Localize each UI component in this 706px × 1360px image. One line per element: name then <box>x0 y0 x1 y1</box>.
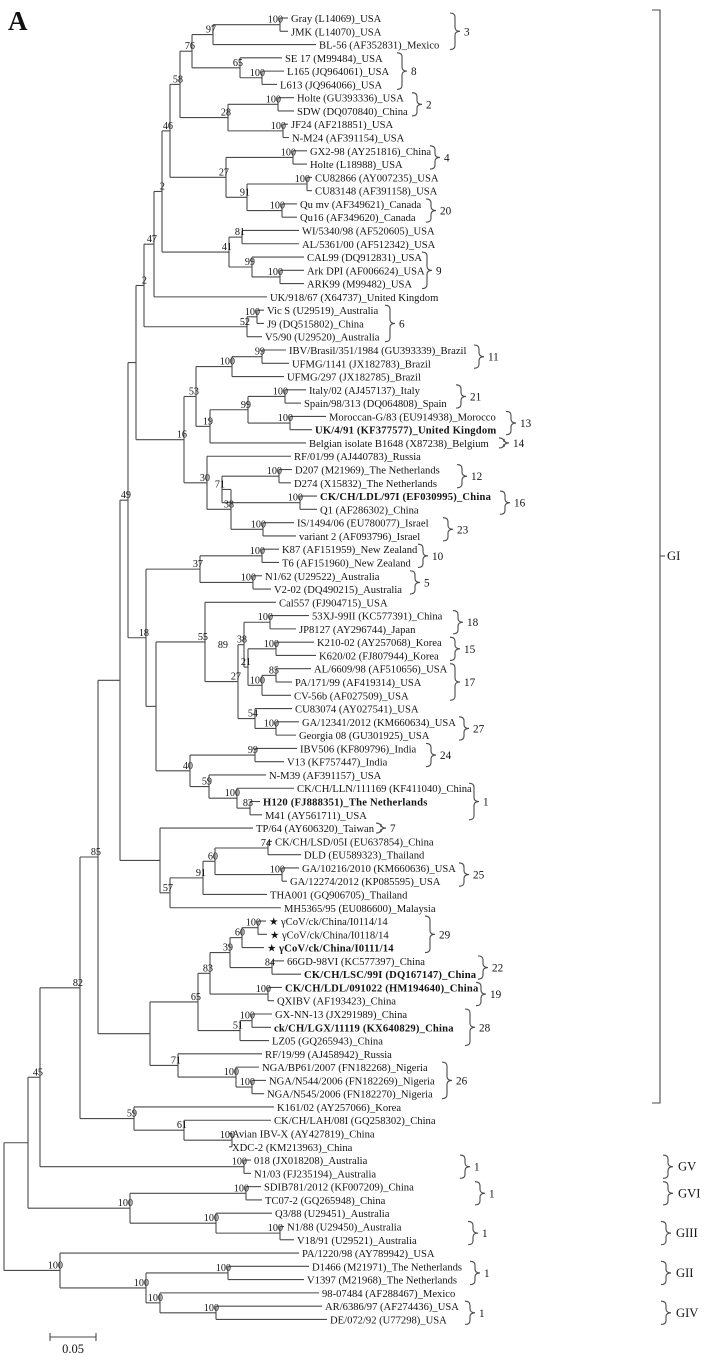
bootstrap-label: 100 <box>244 306 260 318</box>
bootstrap-label: 100 <box>263 718 279 730</box>
clade-brace <box>459 863 469 886</box>
clade-brace <box>425 916 435 953</box>
bootstrap-label: 60 <box>207 851 218 863</box>
bootstrap-label: 100 <box>219 1130 235 1142</box>
taxon-label: L613 (JQ964066)_USA <box>280 80 383 92</box>
clade-number: 18 <box>467 617 479 630</box>
clade-number: 1 <box>479 1307 485 1320</box>
bootstrap-label: 100 <box>267 1223 283 1235</box>
clade-number: 1 <box>474 1161 480 1174</box>
taxon-label: GX2-98 (AY251816)_China <box>310 146 432 158</box>
taxon-label: JP8127 (AY296744)_Japan <box>299 624 416 636</box>
bootstrap-label: 59 <box>201 776 212 788</box>
bootstrap-label: 100 <box>219 356 235 368</box>
bootstrap-label: 37 <box>192 559 203 571</box>
clade-brace <box>376 823 386 833</box>
bootstrap-label: 38 <box>236 634 247 646</box>
bootstrap-label: 45 <box>32 1067 43 1079</box>
bootstrap-label: 91 <box>195 867 206 879</box>
clade-brace <box>465 1301 475 1324</box>
bootstrap-label: 58 <box>172 74 183 86</box>
taxon-label: Belgian isolate B1648 (X87238)_Belgium <box>309 438 489 450</box>
bootstrap-label: 2 <box>159 181 165 193</box>
bootstrap-label: 16 <box>176 429 187 441</box>
taxon-label: M41 (AY561711)_USA <box>265 810 367 822</box>
taxon-label: CU83148 (AF391158)_USA <box>315 186 438 198</box>
taxon-label: 98-07484 (AF288467)_Mexico <box>322 1288 456 1300</box>
genogroup-brace <box>663 1182 673 1205</box>
bootstrap-label: 84 <box>264 957 275 969</box>
clade-brace <box>499 438 509 448</box>
genogroup-label: GIV <box>676 1305 699 1320</box>
bootstrap-label: 74 <box>260 838 271 849</box>
clade-number: 20 <box>440 205 452 218</box>
taxon-label: N1/62 (U29522)_Australia <box>265 571 380 583</box>
taxon-label: CK/CH/LLN/111169 (KF411040)_China <box>297 784 472 796</box>
bootstrap-label: 100 <box>250 519 266 531</box>
clade-brace <box>506 411 516 434</box>
clade-number: 12 <box>471 471 483 484</box>
taxon-label: 018 (JX018208)_Australia <box>254 1156 368 1168</box>
taxon-label: SE 17 (M99484)_USA <box>285 53 383 65</box>
bootstrap-label: 52 <box>239 316 250 328</box>
taxon-label: UK/4/91 (KF377577)_United Kingdom <box>315 425 497 437</box>
taxon-label: TP/64 (AY606320)_Taiwan <box>256 824 375 836</box>
clade-number: 3 <box>464 26 470 39</box>
genogroup-label: GI <box>667 549 681 563</box>
taxon-label: CK/CH/LSC/99I (DQ167147)_China <box>304 970 477 982</box>
bootstrap-label: 54 <box>247 708 258 720</box>
taxon-label: AR/6386/97 (AF274436)_USA <box>325 1302 459 1314</box>
taxon-label: GA/12341/2012 (KM660634)_USA <box>302 717 456 729</box>
taxon-label: WI/5340/98 (AF520605)_USA <box>302 226 435 238</box>
taxon-label: GA/10216/2010 (KM660636)_USA <box>302 863 456 875</box>
clade-brace <box>453 611 463 634</box>
taxon-label: N1/03 (FJ235194)_Australia <box>254 1169 377 1181</box>
clade-number: 13 <box>520 418 532 431</box>
bootstrap-label: 55 <box>197 631 208 643</box>
bootstrap-label: 21 <box>240 657 251 669</box>
taxon-label: Ark DPI (AF006624)_USA <box>307 266 425 278</box>
taxon-label: CK/CH/LDL/97I (EF030995)_China <box>320 492 492 504</box>
taxon-label: Qu16 (AF349620)_Canada <box>300 213 416 225</box>
clade-brace <box>430 146 440 169</box>
genogroup-brace <box>661 1301 671 1324</box>
bootstrap-label: 100 <box>257 612 273 624</box>
taxon-label: GX-NN-13 (JX291989)_China <box>275 1010 408 1021</box>
bootstrap-label: 99 <box>254 346 265 358</box>
bootstrap-label: 65 <box>232 57 243 69</box>
clade-brace <box>460 1155 470 1178</box>
clade-number: 14 <box>513 437 525 450</box>
taxon-label: UFMG/297 (JX182785)_Brazil <box>287 372 421 384</box>
clade-brace <box>457 465 467 488</box>
taxon-label: UK/918/67 (X64737)_United Kingdom <box>270 292 439 304</box>
clade-brace <box>478 956 488 979</box>
taxon-label: H120 (FJ888351)_The Netherlands <box>263 797 428 809</box>
bootstrap-label: 100 <box>147 1292 163 1304</box>
clade-number: 7 <box>390 823 396 836</box>
clade-brace <box>397 53 407 90</box>
taxon-label: XDC-2 (KM213963)_China <box>232 1142 353 1154</box>
taxon-label: γCoV/ck/China/I0111/14 <box>279 943 394 955</box>
bootstrap-label: 100 <box>203 1302 219 1314</box>
bootstrap-label: 100 <box>267 266 283 278</box>
bootstrap-label: 89 <box>217 640 228 651</box>
bootstrap-label: 51 <box>232 1020 243 1032</box>
taxon-label: N-M39 (AF391157)_USA <box>269 770 382 782</box>
taxon-label: GA/12274/2012 (KP085595)_USA <box>290 877 441 889</box>
taxon-label: UFMG/1141 (JX182783)_Brazil <box>292 359 431 371</box>
bootstrap-label: 100 <box>272 386 288 398</box>
clade-number: 19 <box>490 989 502 1002</box>
taxon-label: NGA/BP61/2007 (FN182268)_Nigeria <box>262 1063 428 1075</box>
bootstrap-label: 100 <box>215 1262 231 1274</box>
scale-bar-label: 0.05 <box>62 1342 84 1356</box>
bootstrap-label: 53 <box>188 386 199 398</box>
clade-number: 9 <box>436 265 442 278</box>
taxon-label: Qu mv (AF349621)_Canada <box>300 199 422 211</box>
clade-number: 5 <box>424 577 430 590</box>
bootstrap-label: 47 <box>146 234 157 246</box>
bootstrap-label: 39 <box>222 942 233 954</box>
clade-number: 23 <box>457 524 469 537</box>
genogroup-brace <box>661 1261 671 1284</box>
taxon-label: N1/88 (U29450)_Australia <box>287 1222 402 1234</box>
bootstrap-label: 97 <box>205 24 216 36</box>
taxon-label: γCoV/ck/China/I0118/14 <box>282 930 389 942</box>
taxon-label: CU83074 (AY027541)_USA <box>295 704 419 716</box>
taxon-label: Georgia 08 (GU301925)_USA <box>299 731 430 743</box>
bootstrap-label: 85 <box>90 847 101 859</box>
clade-number: 26 <box>456 1075 468 1088</box>
bootstrap-label: 100 <box>245 917 261 929</box>
bootstrap-label: 59 <box>126 1108 137 1120</box>
clade-number: 1 <box>483 796 489 809</box>
taxon-label: Italy/02 (AJ457137)_Italy <box>309 385 420 397</box>
bootstrap-label: 60 <box>234 927 245 939</box>
bootstrap-label: 30 <box>199 472 210 484</box>
clade-number: 6 <box>399 318 405 331</box>
bootstrap-label: 46 <box>162 120 173 132</box>
bootstrap-label: 61 <box>176 1120 187 1132</box>
clade-number: 16 <box>514 497 526 510</box>
genogroup-label: GII <box>676 1265 694 1280</box>
taxon-label: TC07-2 (GQ265948)_China <box>265 1195 386 1207</box>
bootstrap-label: 38 <box>223 499 234 511</box>
bootstrap-label: 100 <box>255 984 271 996</box>
bootstrap-label: 100 <box>224 788 240 800</box>
tree-labels <box>33 14 701 1356</box>
bootstrap-label: 40 <box>182 760 193 772</box>
bootstrap-label: 100 <box>277 413 293 425</box>
bootstrap-label: 100 <box>267 14 283 26</box>
clade-number: 8 <box>411 66 417 79</box>
taxon-label: SDW (DQ070840)_China <box>297 106 408 118</box>
bootstrap-label: 81 <box>234 227 245 239</box>
bootstrap-label: 18 <box>138 627 149 639</box>
bootstrap-label: 100 <box>239 1077 255 1089</box>
clade-number: 24 <box>440 750 452 763</box>
star-marker: ★ <box>269 917 279 929</box>
bootstrap-label: 100 <box>223 1067 239 1079</box>
clade-number: 10 <box>432 550 444 563</box>
taxon-label: Vic S (U29519)_Australia <box>267 306 379 318</box>
taxon-label: PA/171/99 (AF419314)_USA <box>295 678 422 689</box>
bootstrap-label: 71 <box>170 1055 181 1067</box>
taxon-label: DLD (EU589323)_Thailand <box>304 850 425 862</box>
bootstrap-label: 83 <box>242 798 253 810</box>
taxon-label: JF24 (AF218851)_USA <box>291 120 394 132</box>
taxon-label: Q1 (AF286302)_China <box>320 505 419 517</box>
taxon-label: IBV506 (KF809796)_India <box>300 744 417 756</box>
bootstrap-label: 100 <box>265 94 281 106</box>
taxon-label: BL-56 (AF352831)_Mexico <box>319 40 440 52</box>
taxon-label: SDIB781/2012 (KF007209)_China <box>264 1182 414 1194</box>
clade-brace <box>418 544 428 567</box>
taxon-label: CK/CH/LAH/08I (GQ258302)_China <box>274 1116 436 1128</box>
taxon-label: V1397 (M21968)_The Netherlands <box>307 1275 458 1287</box>
taxon-label: CV-56b (AF027509)_USA <box>294 691 409 703</box>
bootstrap-label: 91 <box>239 187 250 199</box>
taxon-label: K161/02 (AY257066)_Korea <box>277 1102 402 1114</box>
clade-number: 29 <box>439 929 451 942</box>
taxon-label: THA001 (GQ906705)_Thailand <box>270 890 408 902</box>
bootstrap-label: 19 <box>202 416 213 428</box>
clade-brace <box>475 1182 485 1205</box>
clade-brace <box>410 571 420 594</box>
clade-brace <box>459 717 469 740</box>
clade-number: 2 <box>426 99 432 112</box>
clade-number: 11 <box>488 351 499 364</box>
taxon-label: CK/CH/LDL/091022 (HM194640)_China <box>285 983 479 995</box>
taxon-label: V13 (KF757447)_India <box>287 757 388 769</box>
taxon-label: RF/19/99 (AJ458942)_Russia <box>265 1049 392 1061</box>
taxon-label: D207 (M21969)_The Netherlands <box>295 465 440 477</box>
clade-brace <box>450 637 460 660</box>
clade-number: 27 <box>473 723 485 736</box>
clade-number: 4 <box>444 152 450 165</box>
taxon-label: K87 (AF151959)_New Zealand <box>282 545 418 557</box>
taxon-label: T6 (AF151960)_New Zealand <box>282 558 411 570</box>
taxon-label: DE/072/92 (U77298)_USA <box>330 1315 447 1327</box>
taxon-label: V5/90 (U29520)_Australia <box>265 332 380 344</box>
taxon-label: AL/5361/00 (AF512342)_USA <box>302 239 436 251</box>
clade-number: 22 <box>492 962 504 975</box>
bootstrap-label: 57 <box>162 882 173 894</box>
taxon-label: IS/1494/06 (EU780077)_Israel <box>297 518 429 530</box>
bootstrap-label: 100 <box>269 864 285 876</box>
clade-number: 17 <box>464 677 476 689</box>
taxon-label: D274 (X15832)_The Netherlands <box>294 478 437 490</box>
clade-brace <box>450 664 460 701</box>
star-marker: ★ <box>270 930 280 942</box>
taxon-label: NGA/N544/2006 (FN182269)_Nigeria <box>269 1076 435 1088</box>
clade-number: 25 <box>473 869 485 882</box>
bootstrap-label: 100 <box>270 120 286 132</box>
taxon-label: Holte (L18988)_USA <box>310 160 403 172</box>
bootstrap-label: 100 <box>269 200 285 212</box>
taxon-label: ARK99 (M99482)_USA <box>307 279 413 291</box>
clade-brace <box>385 305 395 342</box>
taxon-label: Avian IBV-X (AY427819)_China <box>232 1129 375 1141</box>
bootstrap-label: 41 <box>221 242 232 254</box>
taxon-label: N-M24 (AF391154)_USA <box>292 133 405 145</box>
bootstrap-label: 100 <box>240 572 256 584</box>
taxon-label: NGA/N545/2006 (FN182270)_Nigeria <box>267 1089 433 1101</box>
bootstrap-label: 100 <box>203 1213 219 1225</box>
bootstrap-label: 76 <box>184 41 195 53</box>
bootstrap-label: 100 <box>249 675 265 687</box>
taxon-label: Cal557 (FJ904715)_USA <box>279 598 388 610</box>
taxon-label: Moroccan-G/83 (EU914938)_Morocco <box>329 412 496 424</box>
taxon-label: QXIBV (AF193423)_China <box>277 996 396 1008</box>
clade-brace <box>426 199 436 222</box>
clade-number: 1 <box>489 1188 495 1201</box>
clade-brace <box>465 1009 475 1046</box>
taxon-label: RF/01/99 (AJ440783)_Russia <box>294 452 421 464</box>
bootstrap-label: 71 <box>214 479 225 491</box>
bootstrap-label: 49 <box>120 490 131 502</box>
bootstrap-label: 82 <box>72 977 83 989</box>
clade-brace <box>474 345 484 368</box>
taxon-label: L165 (JQ964061)_USA <box>287 67 390 79</box>
clade-brace <box>412 93 422 116</box>
bootstrap-label: 27 <box>218 167 229 179</box>
bootstrap-label: 100 <box>263 638 279 650</box>
bootstrap-label: 100 <box>249 545 265 557</box>
taxon-label: ck/CH/LGX/11119 (KX640829)_China <box>274 1023 454 1035</box>
taxon-label: 66GD-98VI (KC577397)_China <box>287 956 425 968</box>
bootstrap-label: 100 <box>133 1277 149 1289</box>
clade-brace <box>442 1062 452 1099</box>
taxon-label: Spain/98/313 (DQ064808)_Spain <box>304 399 447 411</box>
clade-brace <box>450 13 460 50</box>
genogroup-label: GVI <box>678 1186 701 1201</box>
genogroup-label: GV <box>678 1159 697 1174</box>
taxon-label: IBV/Brasil/351/1984 (GU393339)_Brazil <box>289 346 467 357</box>
taxon-label: K210-02 (AY257068)_Korea <box>317 638 442 650</box>
clade-brace <box>456 385 466 408</box>
bootstrap-label: 100 <box>117 1198 133 1210</box>
bootstrap-label: 100 <box>287 492 303 504</box>
bootstrap-label: 99 <box>240 399 251 411</box>
clade-number: 1 <box>484 1267 490 1280</box>
genogroup-label: GIII <box>676 1226 698 1241</box>
taxon-label: J9 (DQ515802)_China <box>267 319 364 331</box>
taxon-label: D1466 (M21971)_The Netherlands <box>312 1262 463 1274</box>
clade-brace <box>426 743 436 766</box>
taxon-label: CAL99 (DQ912831)_USA <box>307 253 423 265</box>
bootstrap-label: 100 <box>294 174 310 185</box>
taxon-label: V18/91 (U29521)_Australia <box>297 1235 417 1247</box>
taxon-label: AL/6609/98 (AF510656)_USA <box>314 664 448 676</box>
bootstrap-label: 85 <box>268 665 279 677</box>
bootstrap-label: 100 <box>239 1010 255 1022</box>
taxon-label: γCoV/ck/China/I0114/14 <box>281 917 388 929</box>
bootstrap-label: 28 <box>220 107 231 119</box>
taxon-label: CU82866 (AY007235)_USA <box>315 173 439 185</box>
bootstrap-label: 100 <box>249 67 265 79</box>
clade-number: 15 <box>464 643 476 656</box>
taxon-label: LZ05 (GQ265943)_China <box>272 1036 383 1048</box>
bootstrap-label: 100 <box>233 1183 249 1195</box>
clade-number: 28 <box>479 1022 491 1035</box>
genogroup-brace <box>663 1155 673 1178</box>
panel-label: A <box>8 6 28 36</box>
taxon-label: JMK (L14070)_USA <box>291 27 382 39</box>
taxon-label: K620/02 (FJ807944)_Korea <box>319 651 439 663</box>
bootstrap-label: 100 <box>231 1156 247 1168</box>
bootstrap-label: 83 <box>202 963 213 975</box>
bootstrap-label: 65 <box>190 991 201 1003</box>
taxon-label: MH5365/95 (EU086600)_Malaysia <box>284 903 436 915</box>
bootstrap-label: 100 <box>47 1260 63 1272</box>
clade-brace <box>443 518 453 541</box>
bootstrap-label: 99 <box>247 745 258 757</box>
taxon-label: PA/1220/98 (AY789942)_USA <box>302 1249 435 1261</box>
taxon-label: V2-02 (DQ490215)_Australia <box>274 585 402 597</box>
taxon-label: Gray (L14069)_USA <box>291 14 382 25</box>
bootstrap-label: 100 <box>280 147 296 159</box>
taxon-label: CK/CH/LSD/05I (EU637854)_China <box>275 837 434 849</box>
bootstrap-label: 100 <box>266 466 282 478</box>
taxon-label: variant 2 (AF093796)_Israel <box>299 531 421 543</box>
taxon-label: 53XJ-99II (KC577391)_China <box>312 611 443 623</box>
clade-brace <box>500 491 510 514</box>
star-marker: ★ <box>267 943 277 955</box>
genogroup-bracket <box>652 10 660 1103</box>
bootstrap-label: 2 <box>141 275 147 287</box>
clade-brace <box>470 1261 480 1284</box>
clade-brace <box>468 1221 478 1244</box>
taxon-label: Holte (GU393336)_USA <box>297 93 404 105</box>
bootstrap-label: 27 <box>230 671 241 683</box>
clade-number: 1 <box>482 1228 488 1241</box>
genogroup-brace <box>661 1221 671 1244</box>
bootstrap-label: 99 <box>244 257 255 268</box>
taxon-label: Q3/88 (U29451)_Australia <box>275 1209 390 1221</box>
clade-number: 21 <box>470 391 482 404</box>
